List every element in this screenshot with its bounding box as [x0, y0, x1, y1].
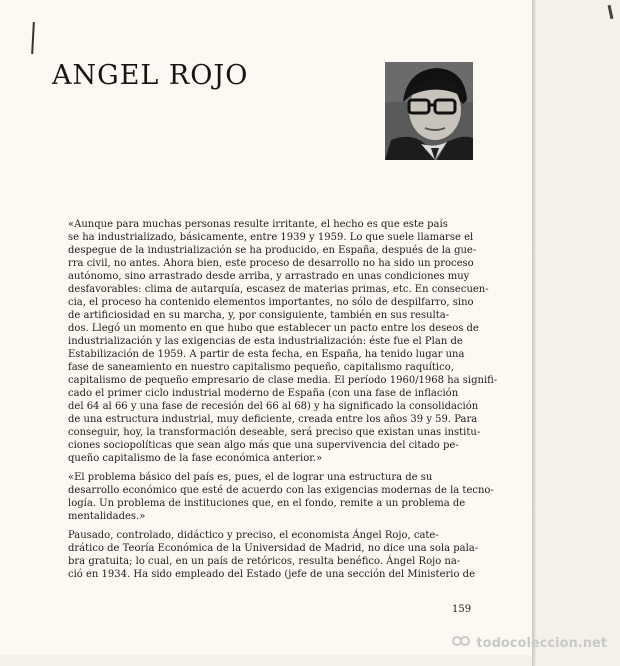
watermark-logo-icon	[452, 634, 470, 652]
corner-mark	[608, 5, 614, 19]
text-line: de artificiosidad en su marcha, y, por consiguiente, también en sus resulta-	[68, 310, 450, 321]
text-line: Estabilización de 1959. A partir de esta fecha, en España, ha tenido lugar una	[68, 349, 465, 360]
text-line: ció en 1934. Ha sido empleado del Estado (jefe de una sección del Ministerio de	[68, 569, 475, 580]
text-line: bra gratuita; lo cual, en un país de retóricos, resulta benéfico. Ángel Rojo na-	[68, 556, 461, 567]
watermark-text: todocoleccion.net	[476, 635, 607, 651]
text-line: logía. Un problema de instituciones que, en el fondo, remite a un problema de	[68, 498, 466, 509]
article-body	[50, 218, 498, 587]
text-line: desarrollo económico que esté de acuerdo con las exigencias modernas de la tecno-	[68, 485, 494, 496]
portrait-photo	[385, 62, 473, 160]
text-line: «El problema básico del país es, pues, el de lograr una estructura de su	[68, 472, 433, 483]
bio-paragraph	[50, 529, 479, 581]
watermark	[452, 634, 607, 652]
text-line: autónomo, sino arrastrado desde arriba, y arrastrado en unas condiciones muy	[68, 271, 470, 282]
text-line: dos. Llegó un momento en que hubo que establecer un pacto entre los deseos de	[68, 323, 479, 334]
text-line: «Aunque para muchas personas resulte irritante, el hecho es que este país	[68, 219, 448, 230]
text-line: del 64 al 66 y una fase de recesión del 66 al 68) y ha significado la consolidación	[68, 401, 479, 412]
quote-paragraph	[50, 471, 494, 523]
text-line: industrialización y las exigencias de esta industrialización: éste fue el Plan de	[68, 336, 463, 347]
text-line: Pausado, controlado, didáctico y preciso, el economista Ángel Rojo, cate-	[68, 530, 439, 541]
text-line: drático de Teoría Económica de la Universidad de Madrid, no dice una sola pala-	[68, 543, 479, 554]
text-line: cia, el proceso ha contenido elementos importantes, no sólo de despilfarro, sino	[68, 297, 474, 308]
text-line: se ha industrializado, básicamente, entre 1939 y 1959. Lo que suele llamarse el	[68, 232, 474, 243]
text-line: desfavorables: clima de autarquía, escasez de materias primas, etc. En consecuen-	[68, 284, 489, 295]
text-line: rra civil, no antes. Ahora bien, este proceso de desarrollo no ha sido un proceso	[68, 258, 474, 269]
article-title: ANGEL ROJO	[52, 60, 249, 91]
text-line: despegue de la industrialización se ha producido, en España, después de la gue-	[68, 245, 477, 256]
text-line: conseguir, hoy, la transformación deseable, será preciso que existan unas institu-	[68, 427, 481, 438]
page-edge	[532, 0, 536, 666]
text-line: de una estructura industrial, muy deficiente, creada entre los años 39 y 59. Para	[68, 414, 478, 425]
text-line: cado el primer ciclo industrial moderno de España (con una fase de inflación	[68, 388, 459, 399]
text-line: fase de saneamiento en nuestro capitalismo pequeño, capitalismo raquítico,	[68, 362, 454, 373]
quote-paragraph	[50, 218, 498, 465]
text-line: queño capitalismo de la fase económica anterior.»	[68, 453, 323, 464]
page-number: 159	[452, 604, 472, 615]
text-line: capitalismo de pequeño empresario de clase media. El período 1960/1968 ha signifi-	[68, 375, 498, 386]
text-line: ciones sociopolíticas que sean algo más que una supervivencia del citado pe-	[68, 440, 459, 451]
text-line: mentalidades.»	[68, 511, 146, 522]
